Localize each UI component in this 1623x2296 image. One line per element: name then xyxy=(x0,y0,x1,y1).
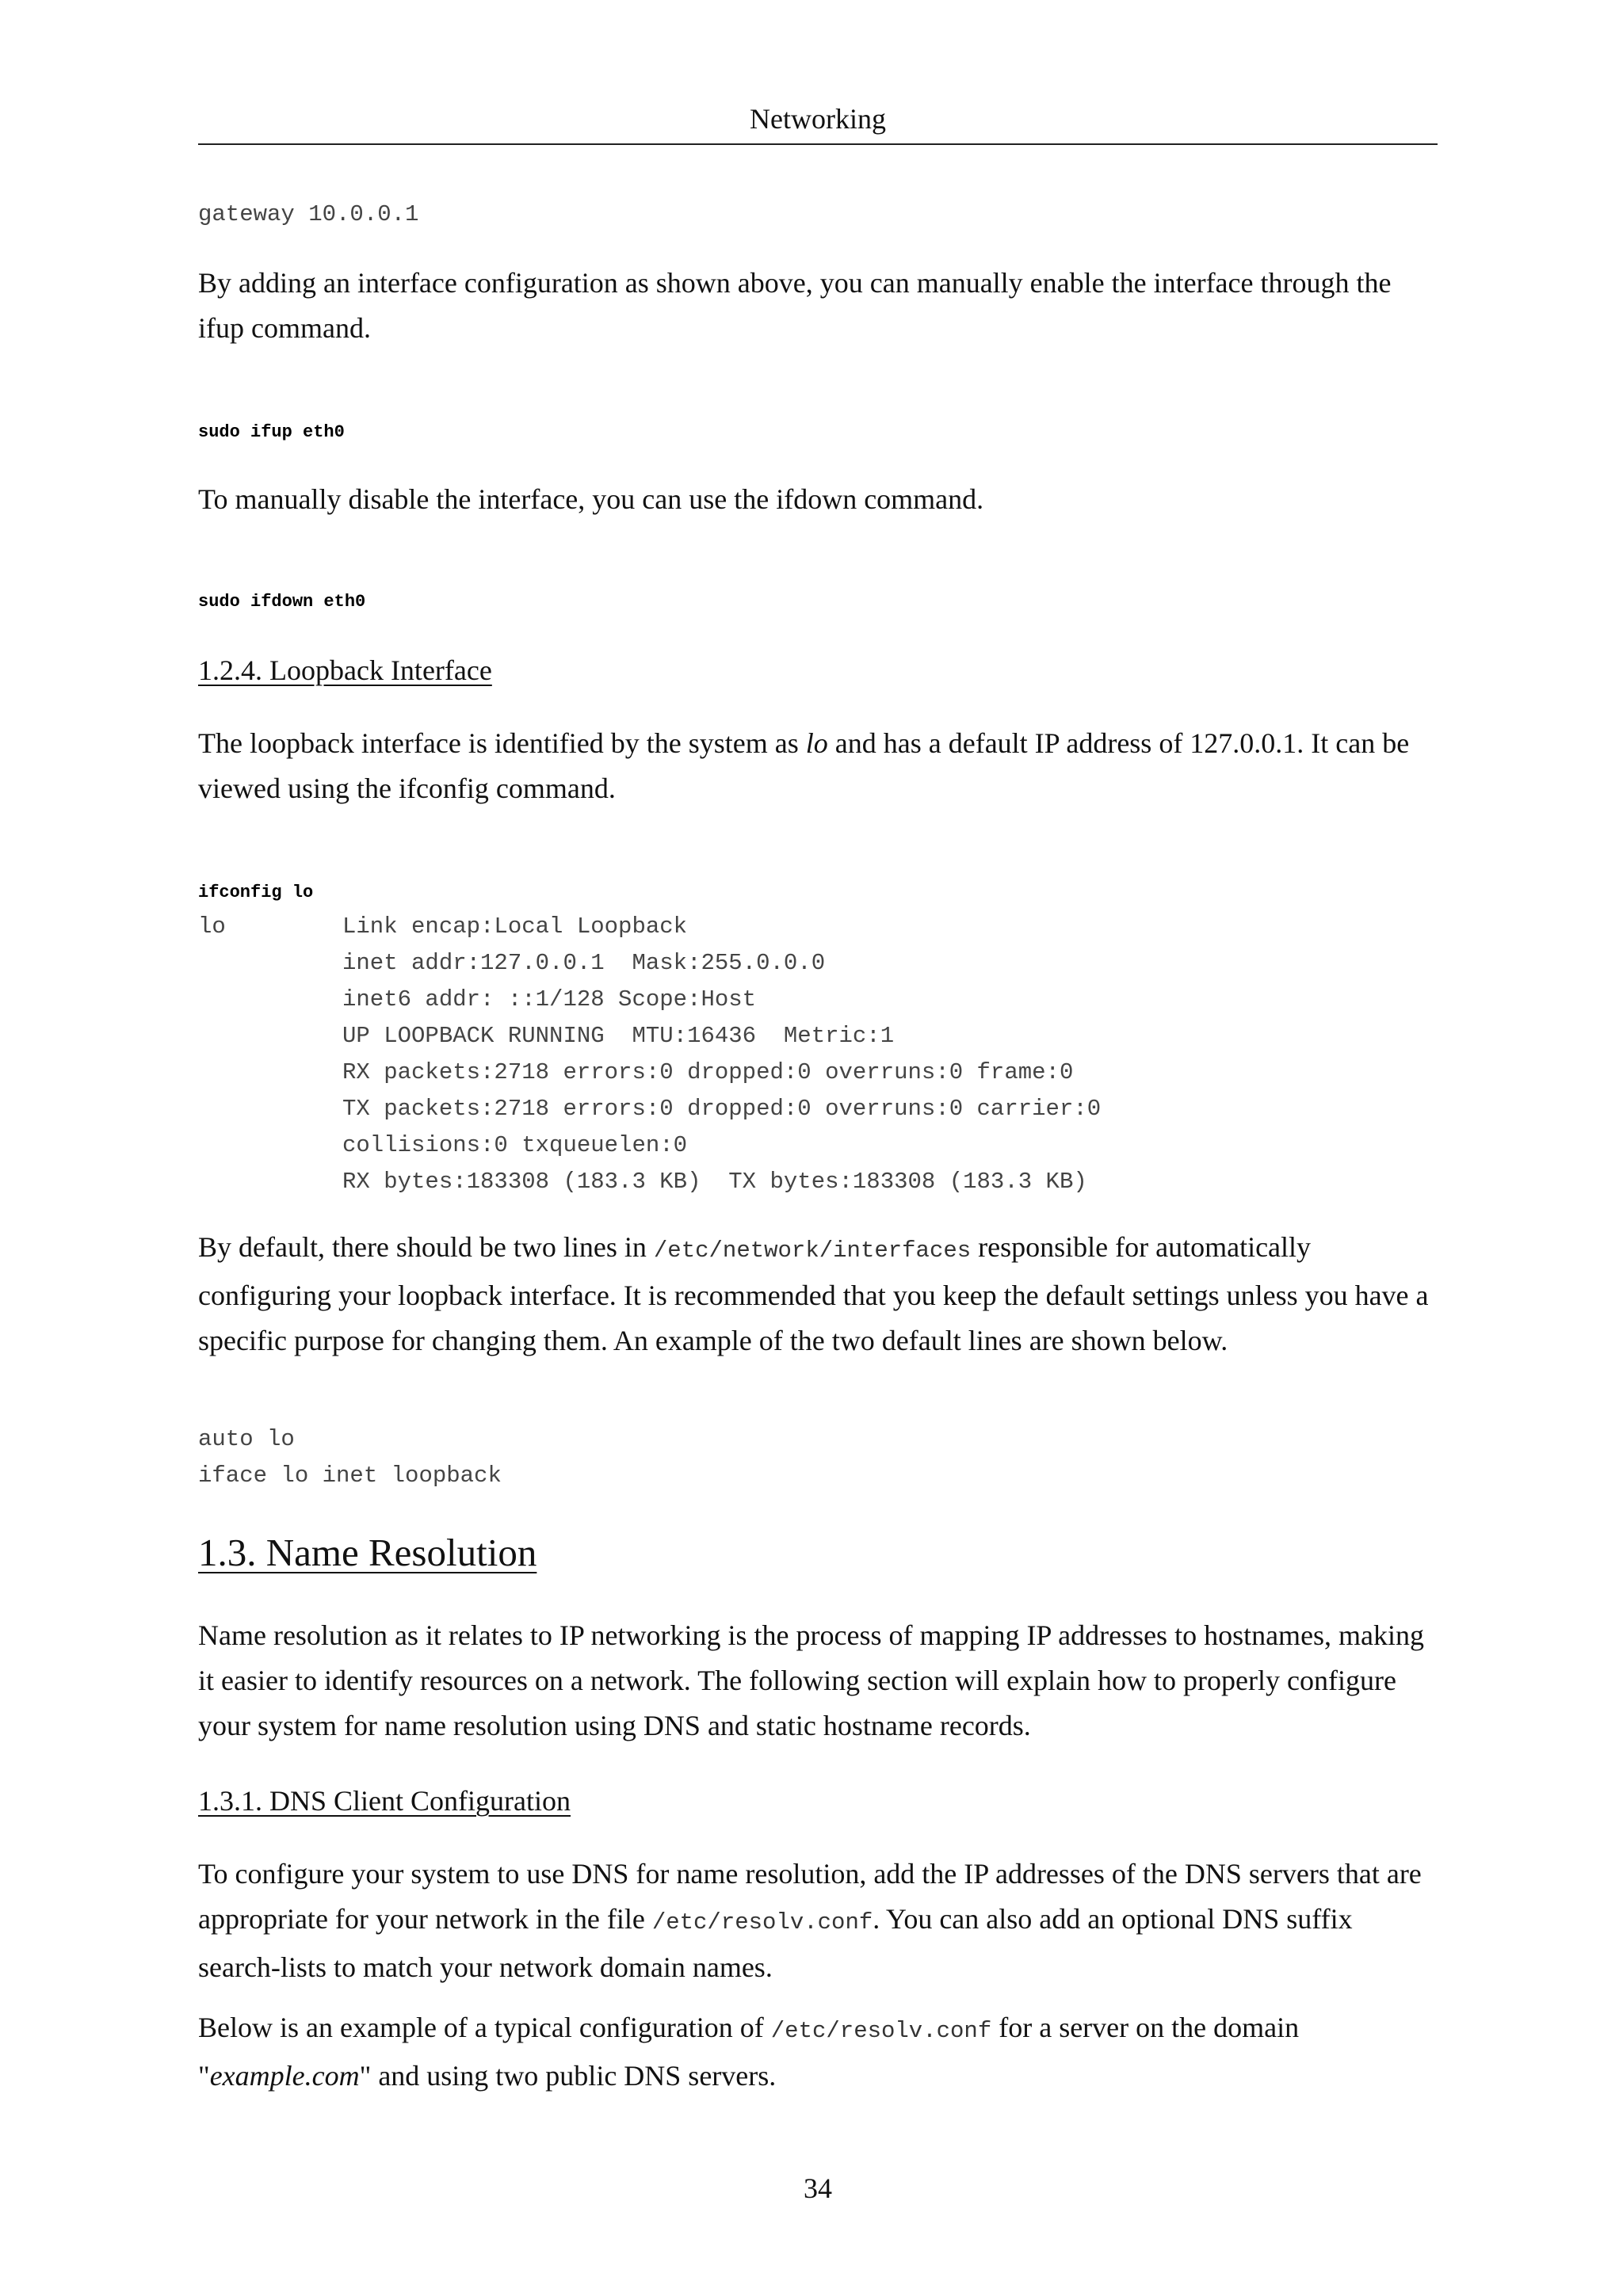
ifconfig-line: UP LOOPBACK RUNNING MTU:16436 Metric:1 xyxy=(342,1023,895,1049)
code-line: auto lo xyxy=(198,1426,295,1452)
dns-config-text-before: To configure your system to use DNS for name resolution, add the IP addresses of the DNS servers that are appropriate for your network in the file xyxy=(198,1858,1422,1935)
command-ifup: sudo ifup eth0 xyxy=(198,422,345,442)
ifconfig-line: inet6 addr: ::1/128 Scope:Host xyxy=(342,986,757,1013)
interfaces-path: /etc/network/interfaces xyxy=(653,1238,972,1264)
ifconfig-line: Link encap:Local Loopback xyxy=(342,913,688,940)
heading-dns-client-configuration: 1.3.1. DNS Client Configuration xyxy=(198,1785,571,1817)
example-text-before: Below is an example of a typical configuration of xyxy=(198,2012,771,2043)
paragraph-ifup: By adding an interface configuration as shown above, you can manually enable the interface through the ifup command. xyxy=(198,267,1392,344)
command-ifconfig: ifconfig lo xyxy=(198,883,314,902)
heading-name-resolution: 1.3. Name Resolution xyxy=(198,1531,537,1574)
page-number: 34 xyxy=(804,2172,832,2204)
paragraph-ifdown: To manually disable the interface, you can use the ifdown command. xyxy=(198,483,984,515)
paragraph-loopback xyxy=(198,721,1438,811)
header-rule xyxy=(198,143,1438,145)
gateway-code: gateway 10.0.0.1 xyxy=(198,201,419,227)
loopback-text-before: The loopback interface is identified by the system as xyxy=(198,727,806,759)
loopback-config-code xyxy=(198,1421,502,1494)
running-header: Networking xyxy=(750,103,886,135)
resolv-conf-path: /etc/resolv.conf xyxy=(651,1909,873,1936)
example-text-after: " and using two public DNS servers. xyxy=(359,2060,777,2092)
ifconfig-output xyxy=(198,909,1387,1200)
paragraph-dns-config xyxy=(198,1852,1438,1990)
heading-loopback-interface: 1.2.4. Loopback Interface xyxy=(198,654,492,686)
code-line: iface lo inet loopback xyxy=(198,1463,502,1489)
ifconfig-line: RX bytes:183308 (183.3 KB) TX bytes:183308 (183.3 KB) xyxy=(342,1169,1087,1195)
ifconfig-interface-name: lo xyxy=(198,913,226,940)
ifconfig-line: inet addr:127.0.0.1 Mask:255.0.0.0 xyxy=(342,950,826,976)
loopback-text-after: and has a default IP address of 127.0.0.1. It can be viewed using the ifconfig command. xyxy=(198,727,1410,804)
command-ifdown: sudo ifdown eth0 xyxy=(198,592,366,612)
paragraph-name-resolution: Name resolution as it relates to IP networking is the process of mapping IP addresses to hostnames, making it easier to identify resources on a network. The following section will explain how to properly configure your system for name resolution using DNS and static hostname records. xyxy=(198,1619,1425,1741)
ifconfig-line: TX packets:2718 errors:0 dropped:0 overruns:0 carrier:0 xyxy=(342,1096,1102,1122)
dns-config-text-after: . You can also add an optional DNS suffix search-lists to match your network domain names. xyxy=(198,1903,1353,1983)
ifconfig-line: collisions:0 txqueuelen:0 xyxy=(342,1132,688,1158)
example-domain: example.com xyxy=(209,2060,360,2092)
ifconfig-output-lines xyxy=(342,909,1101,1200)
default-lines-text-before: By default, there should be two lines in xyxy=(198,1231,654,1263)
default-lines-text-after: responsible for automatically configuring your loopback interface. It is recommended that you keep the default settings unless you have a specific purpose for changing them. An example of the two default lines are shown below. xyxy=(198,1231,1429,1356)
paragraph-resolv-example xyxy=(198,2005,1438,2099)
example-text-middle: for a server on the domain " xyxy=(198,2012,1300,2092)
paragraph-default-lines xyxy=(198,1225,1438,1363)
ifconfig-line: RX packets:2718 errors:0 dropped:0 overruns:0 frame:0 xyxy=(342,1059,1074,1085)
loopback-text-em: lo xyxy=(805,727,828,759)
resolv-conf-path: /etc/resolv.conf xyxy=(770,2018,992,2044)
